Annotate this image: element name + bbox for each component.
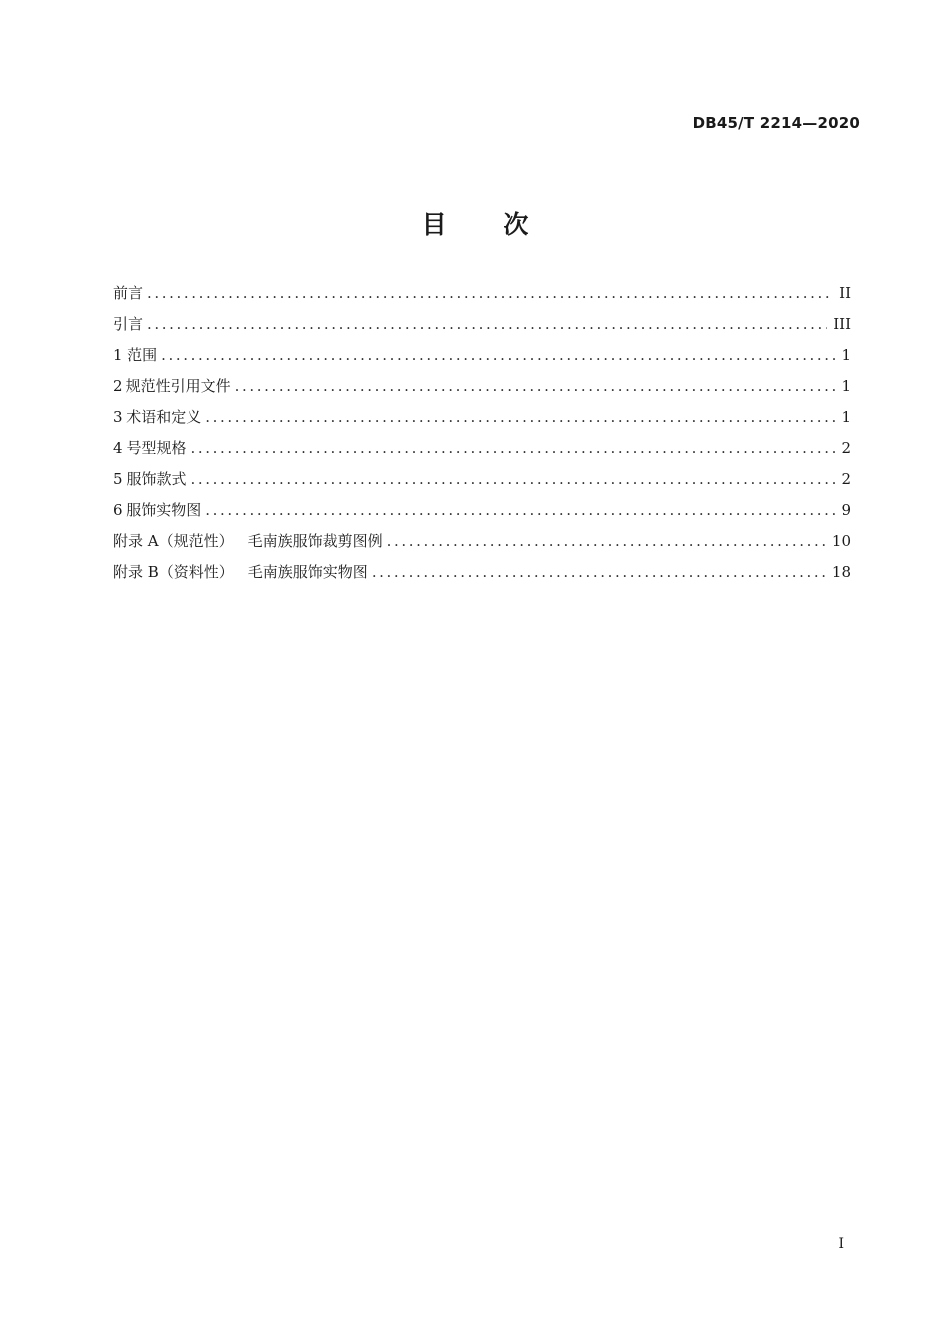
toc-entry-costume-photos[interactable]	[113, 499, 851, 530]
appendix-designation: 附录 B（资料性）	[113, 563, 234, 581]
toc-entry-appendix-b[interactable]	[113, 561, 851, 592]
toc-entry-page: 2	[841, 470, 851, 488]
toc-entry-page: 10	[831, 532, 851, 550]
toc-entry-label: 引言	[113, 315, 144, 333]
toc-entry-number: 1	[113, 346, 123, 364]
toc-entry-label	[113, 530, 383, 551]
toc-leader-dots	[205, 408, 835, 426]
toc-entry-introduction[interactable]	[113, 313, 851, 344]
page-number: I	[838, 1236, 844, 1252]
toc-leader-dots	[147, 315, 827, 333]
toc-entry-number: 3	[113, 408, 123, 426]
toc-entry-page: III	[833, 315, 851, 333]
toc-entry-scope[interactable]	[113, 344, 851, 375]
toc-entry-label: 服饰款式	[126, 470, 187, 488]
toc-entry-page: 2	[841, 439, 851, 457]
toc-entry-costume-styles[interactable]	[113, 468, 851, 499]
toc-leader-dots	[191, 439, 835, 457]
toc-leader-dots	[191, 470, 835, 488]
toc-entry-terms-definitions[interactable]	[113, 406, 851, 437]
toc-entry-normative-references[interactable]	[113, 375, 851, 406]
toc-leader-dots	[387, 532, 826, 550]
toc-entry-label: 范围	[127, 346, 158, 364]
toc-entry-appendix-a[interactable]	[113, 530, 851, 561]
toc-leader-dots	[147, 284, 833, 302]
appendix-title: 毛南族服饰裁剪图例	[247, 532, 383, 550]
toc-entry-foreword[interactable]	[113, 282, 851, 313]
toc-entry-number: 5	[113, 470, 123, 488]
toc-leader-dots	[372, 563, 826, 581]
toc-entry-label: 前言	[113, 284, 144, 302]
toc-entry-size-specs[interactable]	[113, 437, 851, 468]
toc-entry-page: 18	[831, 563, 851, 581]
standard-code: DB45/T 2214—2020	[692, 114, 860, 132]
toc-entry-label: 号型规格	[126, 439, 187, 457]
toc-leader-dots	[161, 346, 835, 364]
toc-leader-dots	[235, 377, 835, 395]
toc-entry-page: 1	[841, 377, 851, 395]
toc-entry-page: II	[839, 284, 851, 302]
toc-entry-page: 9	[841, 501, 851, 519]
toc-entry-label: 术语和定义	[126, 408, 202, 426]
toc-entry-label: 服饰实物图	[126, 501, 202, 519]
toc-entry-number: 6	[113, 501, 123, 519]
toc-entry-page: 1	[841, 408, 851, 426]
appendix-title: 毛南族服饰实物图	[247, 563, 368, 581]
toc-entry-number: 2	[113, 377, 123, 395]
toc-leader-dots	[205, 501, 835, 519]
page-title: 目 次	[421, 210, 553, 239]
table-of-contents	[113, 282, 851, 592]
toc-entry-number: 4	[113, 439, 123, 457]
appendix-designation: 附录 A（规范性）	[113, 532, 234, 550]
toc-entry-label	[113, 561, 368, 582]
toc-entry-page: 1	[841, 346, 851, 364]
toc-entry-label: 规范性引用文件	[125, 377, 231, 395]
